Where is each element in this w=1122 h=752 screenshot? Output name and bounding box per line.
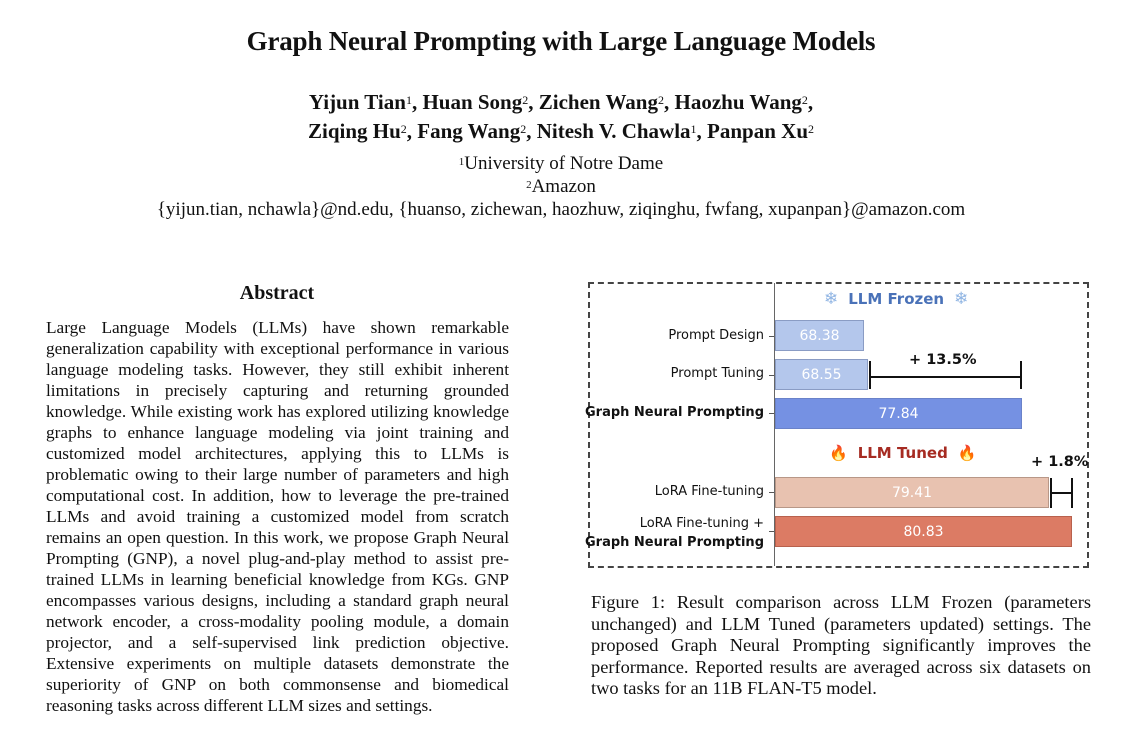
author: Ziqing Hu$^2$	[307, 119, 407, 143]
paper-title: Graph Neural Prompting with Large Language Models	[246, 26, 876, 56]
category-label: Prompt Design	[668, 328, 764, 343]
group-label: LLM Frozen	[848, 290, 945, 308]
category-label: LoRA Fine-tuning	[654, 484, 764, 499]
affiliation-1: $^1$University of Notre Dame	[458, 153, 664, 174]
affiliation-2: $^2$Amazon	[526, 176, 596, 197]
author: Nitesh V. Chawla$^1$	[536, 119, 697, 143]
author-line-1: Yijun Tian$^1$, Huan Song$^2$, Zichen Wang$^2$, Haozhu Wang$^2$,	[308, 90, 814, 114]
author-list	[0, 88, 1122, 146]
author: Zichen Wang$^2$	[538, 90, 664, 114]
group-label: LLM Tuned	[857, 444, 948, 462]
bar-prompt-tuning: 68.55	[775, 359, 868, 390]
affiliations	[0, 152, 1122, 221]
category-label: Prompt Tuning	[670, 366, 764, 381]
author: Haozhu Wang$^2$	[674, 90, 808, 114]
fire-icon: 🔥	[829, 444, 848, 462]
bar-lora-fine-tuning: 79.41	[775, 477, 1049, 508]
snowflake-icon: ❄	[954, 289, 969, 309]
figure-frame	[588, 282, 1089, 568]
abstract-heading: Abstract	[239, 282, 315, 304]
category-label: LoRA Fine-tuning + Graph Neural Prompting	[584, 516, 764, 550]
bar-prompt-design: 68.38	[775, 320, 864, 351]
bar-lora-plus-gnp: 80.83	[775, 516, 1072, 547]
author: Huan Song$^2$	[422, 90, 529, 114]
category-label: Graph Neural Prompting	[584, 405, 764, 420]
author: Panpan Xu$^2$	[707, 119, 815, 143]
abstract-text: Large Language Models (LLMs) have shown remarkable generalization capability with exceptional performance in various language modeling tasks. However, they still exhibit inherent limitations in precisely capturing and returning grounded knowledge. While existing work has explored utilizing knowledge graphs to enhance language modeling via joint training and customized model architectures, applying this to LLMs is problematic owing to their large number of parameters and high computational cost. In addition, how to leverage the pre-trained LLMs and avoid training a customized model from scratch remains an open question. In this work, we propose Graph Neural Prompting (GNP), a novel plug-and-play method to assist pre-trained LLMs in learning beneficial knowledge from KGs. GNP encompasses various designs, including a standard graph neural network encoder, a cross-modality pooling module, a domain projector, and a self-supervised link prediction objective. Extensive experiments on multiple datasets demonstrate the superiority of GNP on both commonsense and biomedical reasoning tasks across different LLM sizes and settings.	[46, 318, 509, 715]
figure-caption: Figure 1: Result comparison across LLM Frozen (parameters unchanged) and LLM Tuned (parameters updated) settings. The proposed Graph Neural Prompting significantly improves the performance. Reported results are averaged across six datasets on two tasks for an 11B FLAN-T5 model.	[591, 592, 1091, 699]
author: Fang Wang$^2$	[417, 119, 527, 143]
author-emails: {yijun.tian, nchawla}@nd.edu, {huanso, zichewan, haozhuw, ziqinghu, fwfang, xupanpan}@amazon.com	[156, 199, 966, 220]
snowflake-icon: ❄	[824, 289, 839, 309]
author-line-2: Ziqing Hu$^2$, Fang Wang$^2$, Nitesh V. Chawla$^1$, Panpan Xu$^2$	[307, 119, 815, 143]
delta-label-frozen: + 13.5%	[909, 352, 977, 368]
author: Yijun Tian$^1$	[308, 90, 412, 114]
bar-graph-neural-prompting: 77.84	[775, 398, 1022, 429]
delta-label-tuned: + 1.8%	[1031, 454, 1089, 470]
fire-icon: 🔥	[957, 444, 977, 462]
